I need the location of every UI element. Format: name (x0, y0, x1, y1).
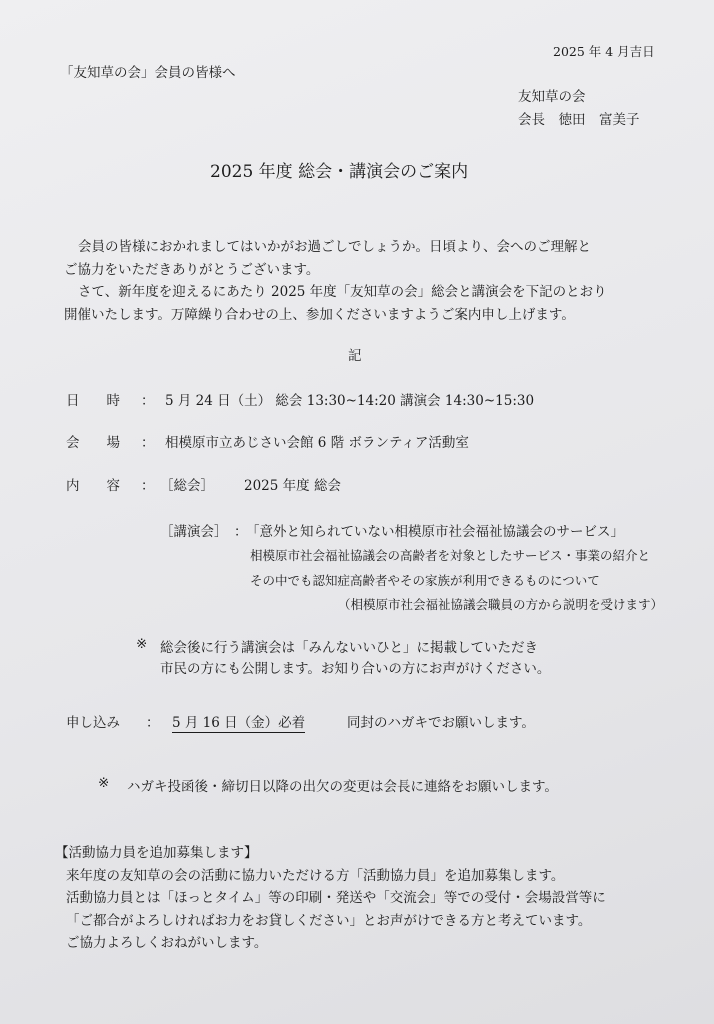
sender-name: 会長 徳田 富美子 (518, 112, 640, 128)
public-note-line-2: 市民の方にも公開します。お知り合いの方にお声がけください。 (160, 661, 551, 677)
postcard-note-mark: ※ (98, 775, 110, 791)
intro-line-4: 開催いたします。万障繰り合わせの上、参加くださいますようご案内申し上げます。 (64, 307, 575, 323)
general-meeting-value: 2025 年度 総会 (244, 478, 341, 494)
lecture-description-1: 相模原市社会福祉協議会の高齢者を対象としたサービス・事業の紹介と (250, 548, 651, 563)
general-meeting-tag: ［総会］ (160, 478, 214, 494)
recruit-line-3: 「ご都合がよろしければお力をお貸しください」とお声がけできる方と考えています。 (66, 913, 592, 929)
application-deadline: 5 月 16 日（金）必着 (172, 711, 305, 733)
datetime-label: 日 時 (66, 393, 120, 409)
venue-colon: ： (141, 435, 155, 451)
venue-value: 相模原市立あじさい会館 6 階 ボランティア活動室 (165, 435, 469, 451)
application-label: 申し込み (66, 715, 120, 731)
recruit-line-2: 活動協力員とは「ほっとタイム」等の印刷・発送や「交流会」等での受付・会場設営等に (66, 890, 606, 906)
public-note-mark: ※ (136, 636, 148, 652)
lecture-note: （相模原市社会福祉協議会職員の方から説明を受けます） (338, 597, 664, 612)
application-colon: ： (146, 715, 160, 731)
lecture-title: 「意外と知られていない相模原市社会福祉協議会のサービス」 (246, 524, 624, 540)
document-title: 2025 年度 総会・講演会のご案内 (210, 162, 469, 182)
organization-name: 友知草の会 (518, 89, 586, 105)
addressee: 「友知草の会」会員の皆様へ (60, 65, 236, 81)
datetime-colon: ： (141, 393, 155, 409)
content-label: 内 容 (66, 478, 120, 494)
lecture-tag: ［講演会］ (160, 524, 228, 540)
lecture-description-2: その中でも認知症高齢者やその家族が利用できるものについて (250, 573, 600, 588)
postcard-note-text: ハガキ投函後・締切日以降の出欠の変更は会長に連絡をお願いします。 (127, 779, 558, 795)
venue-label: 会 場 (66, 435, 120, 451)
recruit-heading: 【活動協力員を追加募集します】 (55, 845, 258, 861)
datetime-value: 5 月 24 日（土） 総会 13:30~14:20 講演会 14:30~15:30 (165, 393, 535, 409)
ki-heading: 記 (348, 348, 362, 364)
recruit-line-1: 来年度の友知草の会の活動に協力いただける方「活動協力員」を追加募集します。 (66, 868, 565, 884)
intro-line-2: ご協力をいただきありがとうございます。 (64, 262, 320, 278)
public-note-line-1: 総会後に行う講演会は「みんないいひと」に掲載していただき (160, 640, 538, 656)
issue-date: 2025 年 4 月吉日 (553, 44, 655, 59)
content-colon: ： (141, 478, 155, 494)
intro-line-1: 会員の皆様におかれましてはいかがお過ごしでしょうか。日頃より、会へのご理解と (78, 239, 591, 255)
intro-line-3: さて、新年度を迎えるにあたり 2025 年度「友知草の会」総会と講演会を下記のとおり (78, 284, 607, 300)
lecture-colon: ： (234, 524, 248, 540)
application-method: 同封のハガキでお願いします。 (347, 715, 535, 731)
recruit-line-4: ご協力よろしくおねがいします。 (66, 935, 268, 951)
